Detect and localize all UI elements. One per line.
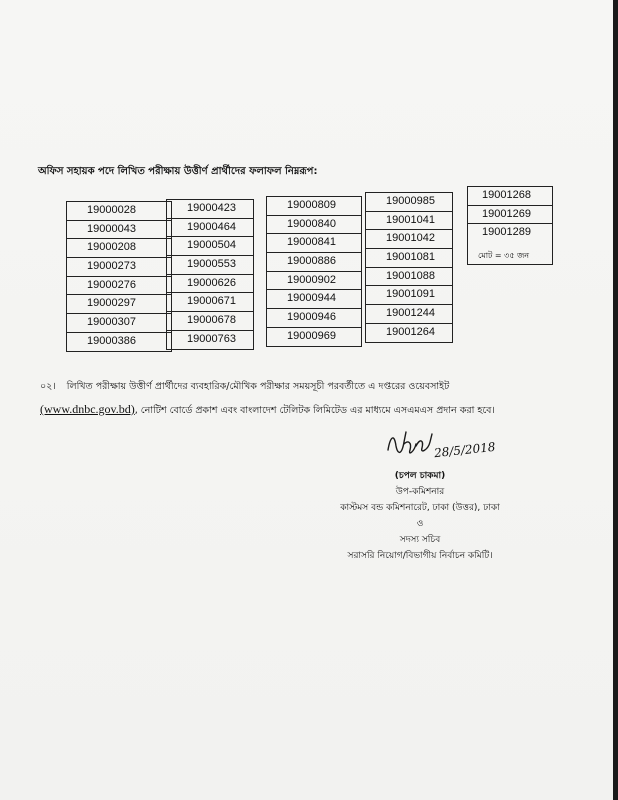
roll-number: 19001041 xyxy=(366,212,452,231)
signatory-conjunction: ও xyxy=(416,519,424,529)
paragraph-text-1: লিখিত পরীক্ষায় উত্তীর্ণ প্রার্থীদের ব্যবহারিক/মৌখিক পরীক্ষার সময়সূচী পরবর্তীতে এ দপ্তরের ওয়েবসাইট xyxy=(66,381,450,392)
roll-number: 19001091 xyxy=(366,286,452,305)
roll-number: 19000464 xyxy=(167,219,253,238)
roll-number: 19000626 xyxy=(167,275,253,294)
roll-number: 19000386 xyxy=(87,334,136,347)
roll-number: 19001088 xyxy=(366,268,452,287)
roll-number: 19001081 xyxy=(366,249,452,268)
roll-number: 19001244 xyxy=(366,305,452,324)
roll-number: 19000678 xyxy=(167,312,253,331)
roll-number: 19000902 xyxy=(267,272,361,291)
result-heading: অফিস সহায়ক পদে লিখিত পরীক্ষায় উত্তীর্ণ প্রার্থীদের ফলাফল নিম্নরূপ: xyxy=(38,166,318,177)
roll-number: 19000763 xyxy=(187,332,236,345)
signatory-role: সদস্য সচিব xyxy=(399,535,441,545)
roll-number: 19001042 xyxy=(366,230,452,249)
roll-column-5 xyxy=(467,186,553,265)
roll-column-3 xyxy=(266,196,362,347)
total-count: মোট = ৩৫ জন xyxy=(478,251,530,261)
roll-number: 19000297 xyxy=(67,295,171,314)
signatory-designation: উপ-কমিশনার xyxy=(395,487,445,497)
paragraph-serial: ০২। xyxy=(40,381,56,392)
page-edge-shadow xyxy=(613,0,618,800)
roll-number: 19000969 xyxy=(287,329,336,342)
signatory-office: কাস্টমস বন্ড কমিশনারেট, ঢাকা (উত্তর), ঢাকা xyxy=(340,503,500,513)
roll-number: 19000840 xyxy=(267,216,361,235)
roll-number: 19000273 xyxy=(67,258,171,277)
roll-column-4 xyxy=(365,192,453,343)
roll-number: 19000307 xyxy=(67,314,171,333)
notice-paragraph-line-2 xyxy=(40,402,580,419)
roll-number: 19000946 xyxy=(267,309,361,328)
notice-paragraph-line-1 xyxy=(40,380,580,395)
roll-number: 19000028 xyxy=(67,202,171,221)
roll-number: 19000886 xyxy=(267,253,361,272)
signatory-committee: সরাসরি নিয়োগ/বিভাগীয় নির্বাচন কমিটি। xyxy=(347,551,493,561)
roll-number: 19000809 xyxy=(267,197,361,216)
roll-number: 19000208 xyxy=(67,239,171,258)
roll-number: 19001269 xyxy=(468,206,552,225)
roll-number: 19000276 xyxy=(67,277,171,296)
roll-number: 19001268 xyxy=(468,187,552,206)
signatory-block xyxy=(300,468,540,564)
roll-number: 19000985 xyxy=(366,193,452,212)
roll-column-2 xyxy=(166,199,254,350)
paragraph-text-2: , নোটিশ বোর্ডে প্রকাশ এবং বাংলাদেশ টেলিটক লিমিটেড এর মাধ্যমে এসএমএস প্রদান করা হবে। xyxy=(134,405,495,416)
roll-number: 19000423 xyxy=(167,200,253,219)
signature-date: 28/5/2018 xyxy=(433,439,497,461)
roll-number: 19000841 xyxy=(267,234,361,253)
roll-number: 19000504 xyxy=(167,237,253,256)
roll-number: 19000043 xyxy=(67,221,171,240)
roll-number: 19001289 xyxy=(482,226,531,239)
roll-column-1 xyxy=(66,201,172,352)
signatory-name: (চপল চাকমা) xyxy=(394,471,446,481)
roll-number: 19000944 xyxy=(267,290,361,309)
roll-number: 19000671 xyxy=(167,293,253,312)
roll-number: 19001264 xyxy=(386,325,435,338)
website-link[interactable]: (www.dnbc.gov.bd) xyxy=(40,402,135,416)
roll-number: 19000553 xyxy=(167,256,253,275)
